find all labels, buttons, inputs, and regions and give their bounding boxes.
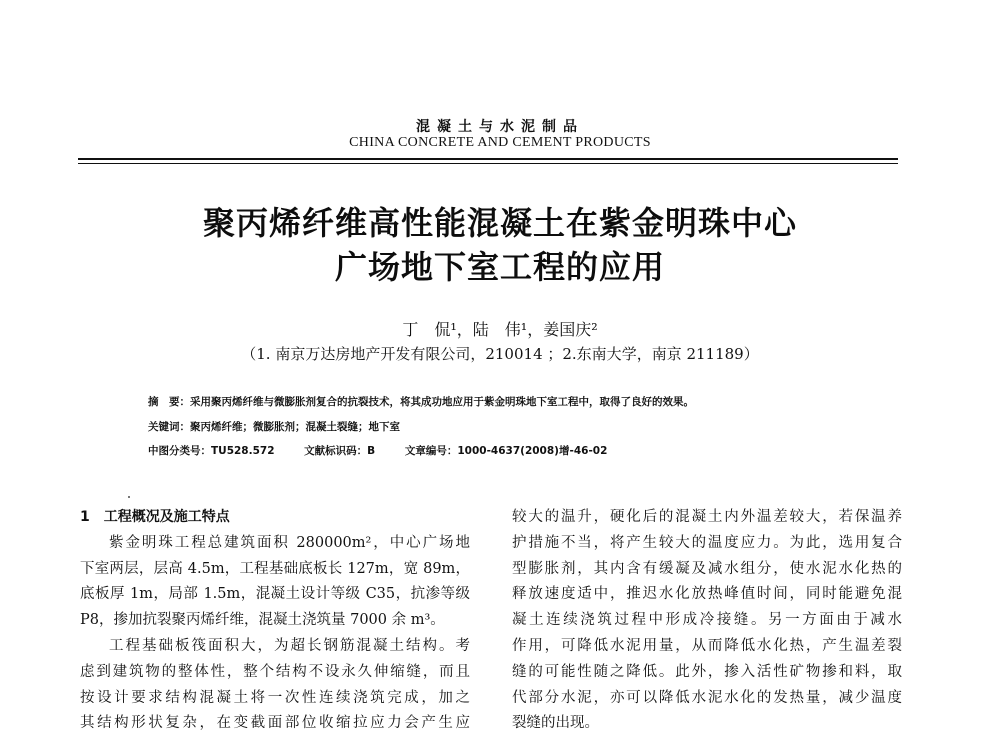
keywords bbox=[148, 419, 400, 434]
header-rule-thin bbox=[78, 163, 898, 164]
body-text-line: P8，掺加抗裂聚丙烯纤维，混凝土浇筑量 7000 余 m³。 bbox=[80, 612, 445, 629]
abstract-text: 采用聚丙烯纤维与微膨胀剂复合的抗裂技术，将其成功地应用于紫金明珠地下室工程中，取得了良好的效果。 bbox=[190, 396, 694, 408]
article-number: 文章编号：1000-4637(2008)增-46-02 bbox=[404, 445, 608, 457]
body-text-line: 工程基础板筏面积大，为超长钢筋混凝土结构。考 bbox=[109, 637, 470, 654]
body-text-line: 型膨胀剂，其内含有缓凝及减水组分，使水泥水化热的 bbox=[512, 560, 902, 577]
journal-name-en: CHINA CONCRETE AND CEMENT PRODUCTS bbox=[349, 135, 651, 150]
body-text-line: 护措施不当，将产生较大的温度应力。为此，选用复合 bbox=[512, 534, 902, 551]
classification bbox=[148, 443, 633, 458]
body-text-line: 裂缝的出现。 bbox=[512, 715, 599, 732]
body-text-line: 按设计要求结构混凝土将一次性连续浇筑完成，加之 bbox=[80, 689, 470, 706]
body-text-line: 虑到建筑物的整体性，整个结构不设永久伸缩缝，而且 bbox=[80, 663, 470, 680]
affiliations: （1. 南京万达房地产开发有限公司，210014 ；2.东南大学，南京 211189） bbox=[241, 345, 759, 363]
stray-dot bbox=[128, 496, 130, 498]
body-text-line: 缝的可能性随之降低。此外，掺入活性矿物掺和料，取 bbox=[512, 663, 902, 680]
journal-name-cn: 混凝土与水泥制品 bbox=[416, 119, 584, 135]
document-code: 文献标识码：B bbox=[304, 445, 376, 457]
body-text-line: 下室两层，层高 4.5m，工程基础底板长 127m，宽 89m， bbox=[80, 560, 470, 577]
body-text-line: 释放速度适中，推迟水化放热峰值时间，同时能避免混 bbox=[512, 586, 902, 603]
body-text-line: 较大的温升，硬化后的混凝土内外温差较大，若保温养 bbox=[512, 509, 902, 525]
paper-title-line-1: 聚丙烯纤维高性能混凝土在紫金明珠中心 bbox=[202, 204, 797, 242]
body-text-line: 凝土连续浇筑过程中形成冷接缝。另一方面由于减水 bbox=[512, 612, 902, 629]
body-text-line: 作用，可降低水泥用量，从而降低水化热，产生温差裂 bbox=[512, 637, 902, 654]
body-text-line: 其结构形状复杂，在变截面部位收缩拉应力会产生应 bbox=[80, 715, 470, 732]
section-heading bbox=[80, 505, 470, 531]
section-number: 1 bbox=[80, 509, 90, 525]
header-rule-thick bbox=[78, 158, 898, 160]
section-title: 工程概况及施工特点 bbox=[103, 509, 230, 525]
body-text-line: 代部分水泥，亦可以降低水泥水化的发热量，减少温度 bbox=[512, 689, 902, 706]
right-column bbox=[512, 505, 902, 737]
clc-number: 中图分类号：TU528.572 bbox=[148, 445, 275, 457]
left-column bbox=[80, 505, 470, 737]
body-text-line: 底板厚 1m，局部 1.5m，混凝土设计等级 C35，抗渗等级 bbox=[80, 586, 470, 603]
keywords-label: 关键词： bbox=[148, 421, 190, 433]
authors: 丁 侃¹，陆 伟¹，姜国庆² bbox=[402, 320, 598, 339]
keywords-text: 聚丙烯纤维；微膨胀剂；混凝土裂缝；地下室 bbox=[190, 421, 400, 433]
abstract-label: 摘 要： bbox=[148, 396, 190, 408]
paper-title-line-2: 广场地下室工程的应用 bbox=[334, 248, 665, 286]
body-text-line: 紫金明珠工程总建筑面积 280000m²，中心广场地 bbox=[109, 534, 470, 551]
abstract bbox=[148, 394, 694, 409]
